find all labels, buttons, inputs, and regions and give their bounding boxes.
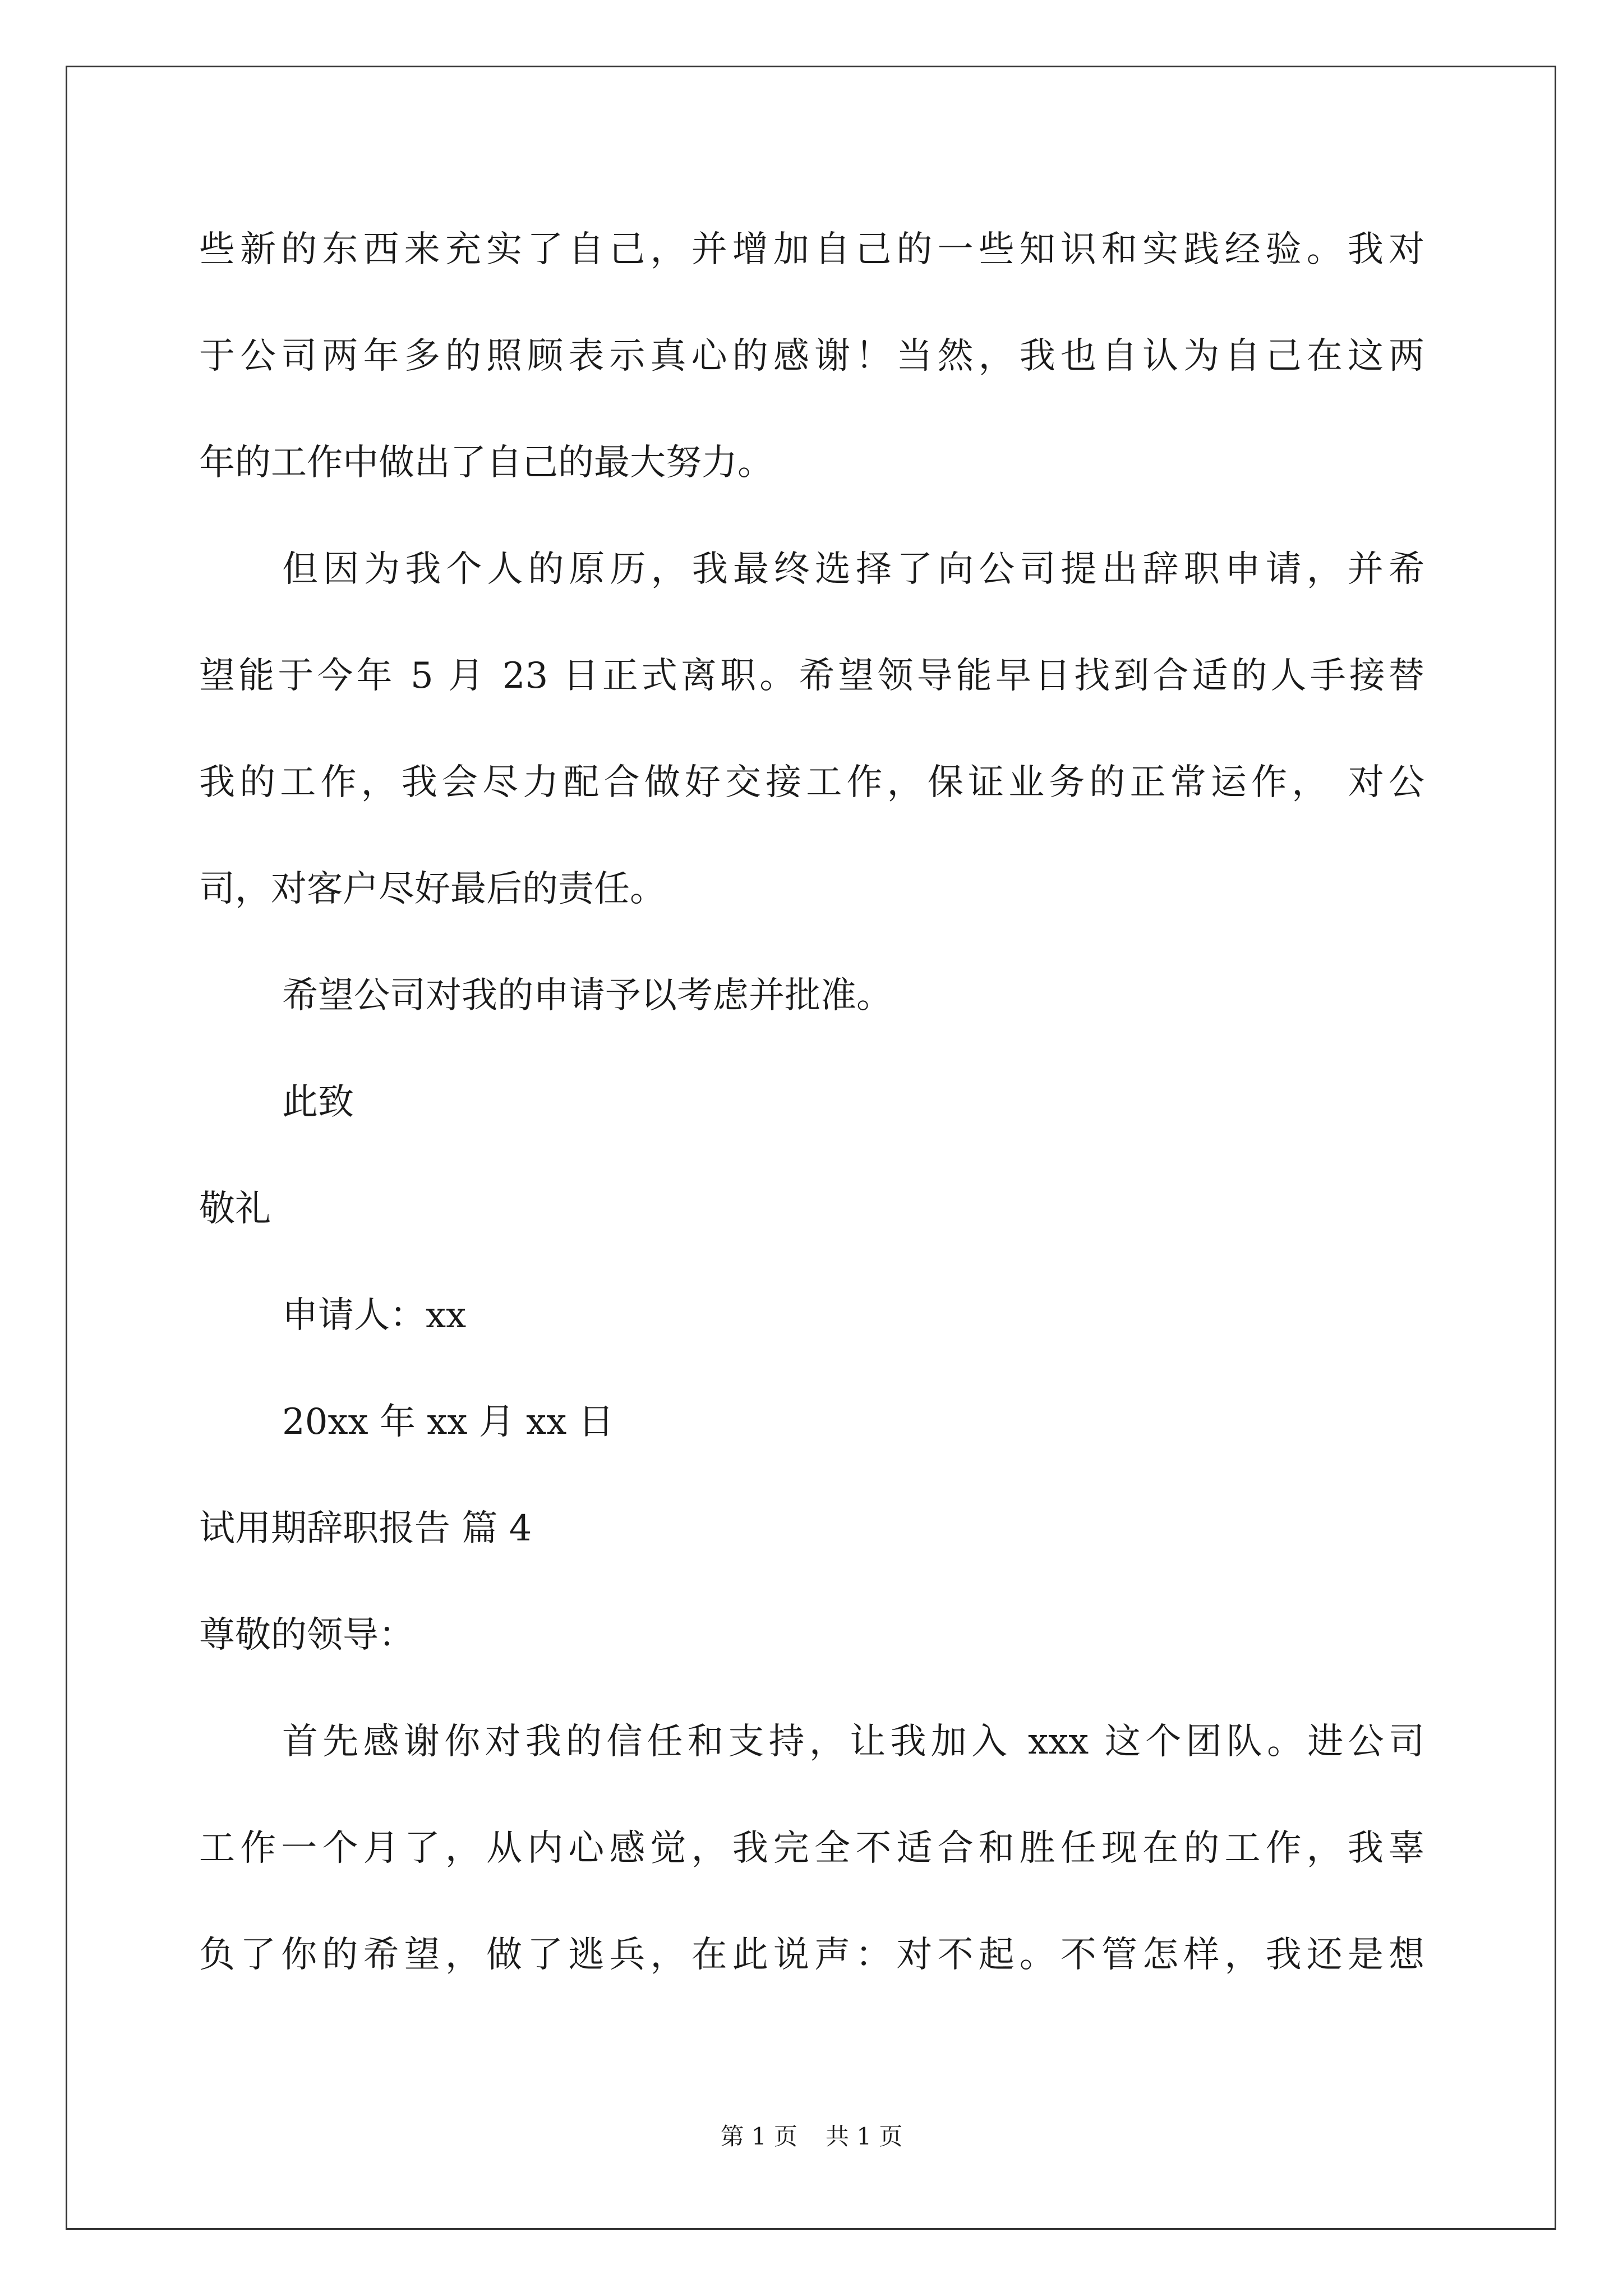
closing-salutation: 此致: [282, 1082, 354, 1123]
body-line: 些新的东西来充实了自己，并增加自己的一些知识和实践经验。我对: [199, 229, 1424, 270]
body-line: 工作一个月了，从内心感觉，我完全不适合和胜任现在的工作，我辜: [199, 1828, 1424, 1869]
page-total: 共 1 页: [826, 2123, 903, 2150]
body-line: 负了你的希望，做了逃兵，在此说声：对不起。不管怎样，我还是想: [199, 1934, 1424, 1976]
paragraph-start-line: 首先感谢你对我的信任和支持，让我加入 xxx 这个团队。进公司: [282, 1721, 1424, 1763]
paragraph-start-line: 但因为我个人的原历，我最终选择了向公司提出辞职申请，并希: [282, 549, 1424, 590]
page-border: [66, 66, 1556, 2230]
section-heading: 试用期辞职报告 篇 4: [199, 1508, 532, 1549]
letter-greeting: 尊敬的领导：: [199, 1614, 414, 1656]
body-line: 我的工作，我会尽力配合做好交接工作，保证业务的正常运作， 对公: [199, 762, 1424, 803]
signature-date: 20xx 年 xx 月 xx 日: [282, 1401, 614, 1443]
body-line: 司，对客户尽好最后的责任。: [199, 868, 666, 910]
body-line: 于公司两年多的照顾表示真心的感谢！当然，我也自认为自己在这两: [199, 335, 1424, 377]
page-number: 第 1 页: [720, 2123, 797, 2150]
body-line: 年的工作中做出了自己的最大努力。: [199, 442, 773, 484]
closing-regards: 敬礼: [199, 1188, 271, 1230]
applicant-signature: 申请人：xx: [282, 1295, 467, 1336]
body-line: 望能于今年 5 月 23 日正式离职。希望领导能早日找到合适的人手接替: [199, 655, 1424, 697]
page-footer: [0, 2123, 1623, 2151]
paragraph-start-line: 希望公司对我的申请予以考虑并批准。: [282, 975, 892, 1016]
